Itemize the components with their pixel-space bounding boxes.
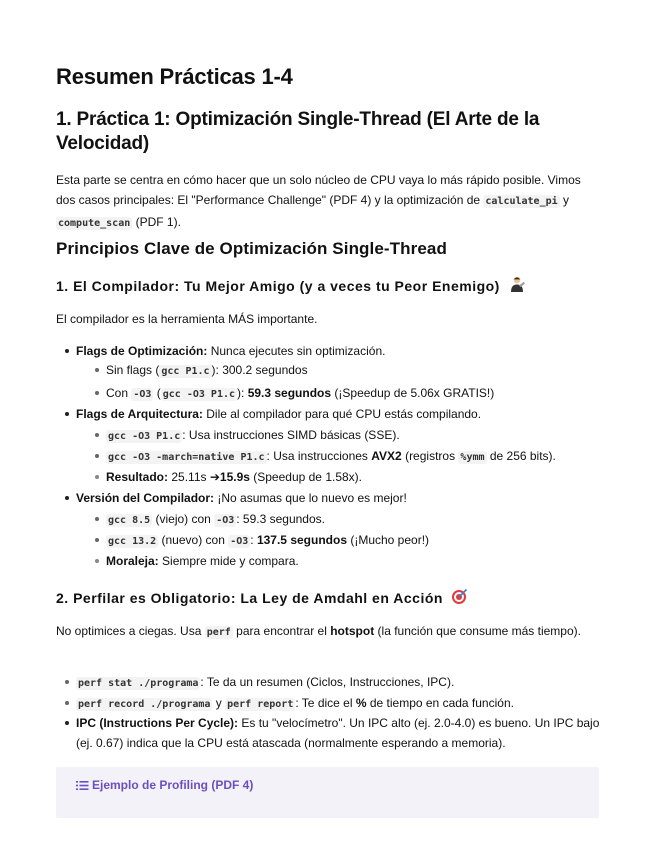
label-bold: Moraleja: (106, 554, 159, 568)
label-bold: Flags de Arquitectura: (76, 407, 203, 421)
item-text: ¡No asumas que lo nuevo es mejor! (214, 491, 407, 505)
item-text: Nunca ejecutes sin optimización. (207, 344, 386, 358)
item-text: 25.11s (168, 470, 210, 484)
code-calculate-pi: calculate_pi (485, 196, 558, 207)
list-item-gcc132 (106, 530, 429, 552)
bold-value: AVX2 (371, 449, 402, 463)
compiler-heading (56, 275, 526, 296)
compiler-intro: El compilador es la herramienta MÁS importante. (56, 312, 318, 326)
item-text: (¡Speedup de 5.06x GRATIS!) (331, 386, 495, 400)
item-text: : (250, 533, 257, 547)
code-perf-report: perf report (227, 699, 294, 710)
code-perf-record: perf record ./programa (78, 699, 211, 710)
item-text: de 256 bits). (486, 449, 556, 463)
list-item-result (106, 467, 362, 487)
profiling-heading (56, 588, 468, 608)
list-item-no-flags (106, 360, 308, 382)
code-gcc-o3-p1: gcc -O3 P1.c (108, 431, 181, 442)
code-o3: -O3 (216, 515, 235, 526)
list-item-gcc85 (106, 509, 325, 531)
item-text: ): 300.2 segundos (211, 363, 308, 377)
item-text: (viejo) con (152, 512, 215, 526)
item-text: (¡Mucho peor!) (347, 533, 430, 547)
item-text: : 59.3 segundos. (236, 512, 325, 526)
item-text: Con (106, 386, 132, 400)
item-text: : Te da un resumen (Ciclos, Instrucciones, IPC). (200, 675, 455, 689)
code-gcc-85: gcc 8.5 (108, 515, 151, 526)
label-bold: Resultado: (106, 470, 169, 484)
list-item-o3 (106, 383, 494, 405)
item-text: ): (237, 386, 248, 400)
list-item-moral (106, 551, 299, 571)
bold-value: 137.5 segundos (256, 533, 347, 547)
list-item-perf-record (76, 693, 514, 715)
code-perf: perf (206, 627, 231, 638)
callout-title[interactable] (76, 778, 253, 792)
item-text: (registros (401, 449, 459, 463)
principles-heading: Principios Clave de Optimización Single-Thread (56, 239, 447, 258)
label-bold: Flags de Optimización: (76, 344, 208, 358)
section-1-title: 1. Práctica 1: Optimización Single-Thread (El Arte de la Velocidad) (56, 109, 540, 154)
code-march-native: gcc -O3 -march=native P1.c (108, 452, 265, 463)
target-icon (451, 588, 468, 608)
item-text: Es tu "velocímetro". Un IPC alto (ej. 2.0-4.0) es bueno. Un IPC bajo (ej. 0.67) indica que la CPU está atascada (normalmente esperando a memoria). (76, 716, 600, 750)
label-bold: Versión del Compilador: (76, 491, 215, 505)
list-item-avx2 (106, 446, 556, 468)
bold-value: % (355, 696, 367, 710)
page-title: Resumen Prácticas 1-4 (56, 64, 293, 89)
item-text: para encontrar el (232, 624, 331, 638)
list-item-perf-stat (76, 672, 454, 694)
code-o3: -O3 (133, 389, 152, 400)
code-perf-stat: perf stat ./programa (78, 678, 199, 689)
item-text: : Usa instrucciones SIMD básicas (SSE). (182, 428, 400, 442)
mechanic-icon (508, 275, 526, 296)
code-o3: -O3 (230, 536, 249, 547)
list-item-sse (106, 425, 400, 447)
intro-paragraph (56, 170, 601, 234)
intro-text: (PDF 1). (132, 215, 181, 229)
item-text: de tiempo en cada función. (366, 696, 514, 710)
list-item-arch-flags (76, 404, 481, 424)
bold-value: hotspot (330, 624, 375, 638)
code-ymm: %ymm (460, 452, 485, 463)
profiling-example-callout[interactable] (56, 767, 599, 818)
item-text: No optimices a ciegas. Usa (56, 624, 205, 638)
item-text: Siempre mide y compara. (158, 554, 299, 568)
bold-value: 15.9s (219, 470, 250, 484)
list-item-version (76, 488, 407, 508)
arrow-icon: ➔ (209, 470, 220, 484)
item-text: Sin flags ( (106, 363, 160, 377)
item-text: : Usa instrucciones (266, 449, 372, 463)
bold-value: 59.3 segundos (247, 386, 332, 400)
item-text: Dile al compilador para qué CPU estás compilando. (202, 407, 482, 421)
label-bold: IPC (Instructions Per Cycle): (76, 716, 239, 730)
list-item-opt-flags (76, 341, 385, 361)
list-item-ipc (76, 713, 601, 753)
compiler-heading-text: 1. El Compilador: Tu Mejor Amigo (y a veces tu Peor Enemigo) (56, 277, 500, 294)
item-text: (la función que consume más tiempo). (374, 624, 581, 638)
code-compute-scan: compute_scan (58, 218, 131, 229)
code-gcc-p1: gcc P1.c (161, 366, 210, 377)
item-text: (Speedup de 1.58x). (249, 470, 362, 484)
item-text: ( (153, 386, 161, 400)
list-icon (76, 780, 89, 791)
profiling-heading-text: 2. Perfilar es Obligatorio: La Ley de Amdahl en Acción (56, 590, 443, 606)
intro-text: Esta parte se centra en cómo hacer que un solo núcleo de CPU vaya lo más rápido posible. Vimos dos casos principales: El "Performance Challenge" (PDF 4) y la optimización de (56, 173, 581, 207)
item-text: : Te dice el (295, 696, 356, 710)
intro-text: y (559, 193, 569, 207)
callout-title-text: Ejemplo de Profiling (PDF 4) (92, 778, 254, 792)
item-text: (nuevo) con (158, 533, 229, 547)
code-gcc-132: gcc 13.2 (108, 536, 157, 547)
item-text: y (212, 696, 226, 710)
profiling-intro (56, 621, 601, 643)
code-gcc-o3-p1: gcc -O3 P1.c (162, 389, 236, 400)
